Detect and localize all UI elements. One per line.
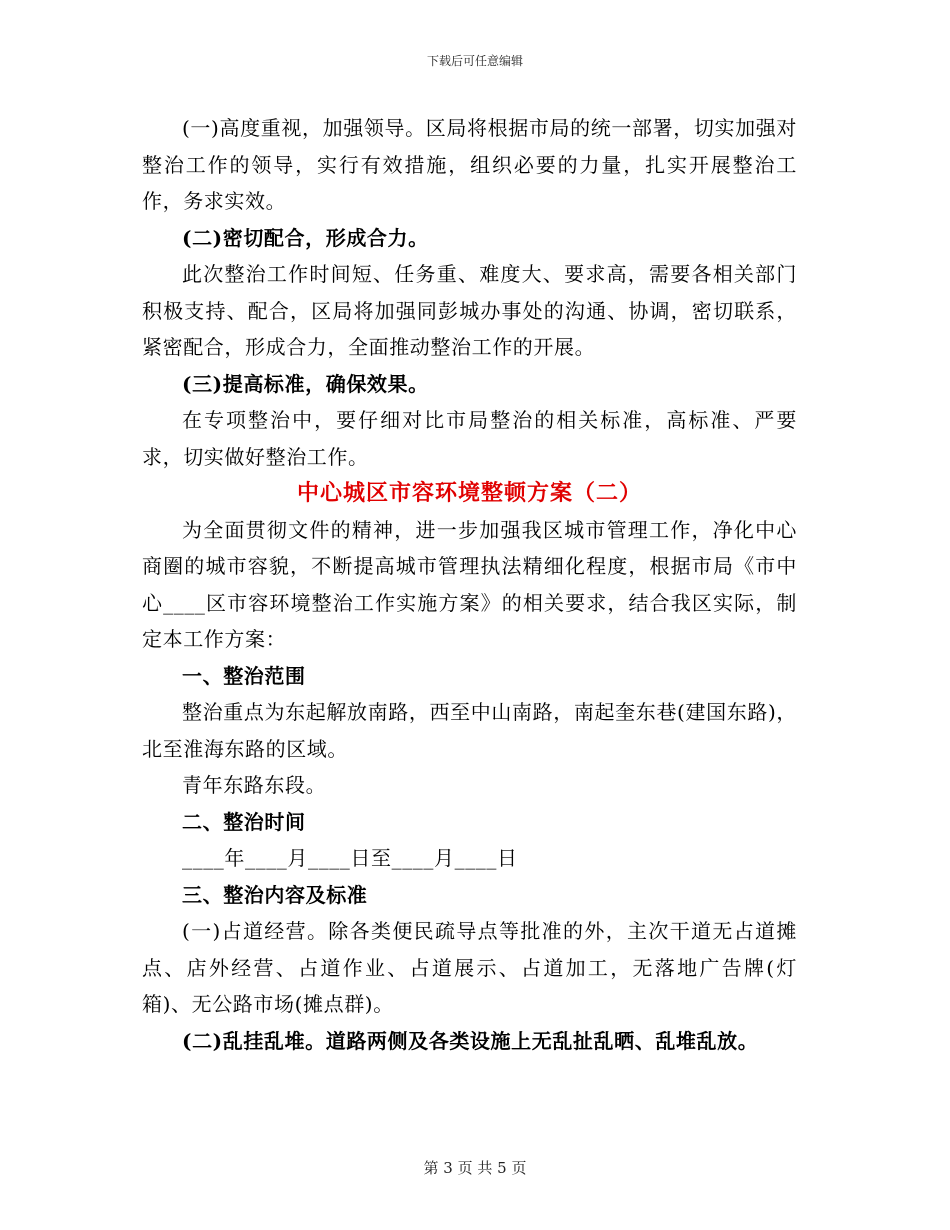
paragraph-1: (一)高度重视，加强领导。区局将根据市局的统一部署，切实加强对整治工作的领导，实行有效措施，组织必要的力量，扎实开展整治工作，务求实效。 xyxy=(142,116,797,213)
time-paragraph: ____年____月____日至____月____日 xyxy=(182,846,518,870)
content-paragraph-1: (一)占道经营。除各类便民疏导点等批准的外，主次干道无占道摊点、店外经营、占道作业、占道展示、占道加工，无落地广告牌(灯箱)、无公路市场(摊点群)。 xyxy=(142,919,797,1016)
scope-paragraph-1: 整治重点为东起解放南路，西至中山南路，南起奎东巷(建国东路)，北至淮海东路的区域。 xyxy=(142,700,797,761)
heading-content: 三、整治内容及标准 xyxy=(182,882,368,907)
heading-time: 二、整治时间 xyxy=(182,809,306,834)
document-body xyxy=(142,110,797,1059)
paragraph-3: 在专项整治中，要仔细对比市局整治的相关标准，高标准、严要求，切实做好整治工作。 xyxy=(142,408,797,469)
page-footer: 第 3 页 共 5 页 xyxy=(423,1159,527,1177)
section-heading-2: (二)密切配合，形成合力。 xyxy=(182,225,429,250)
heading-scope: 一、整治范围 xyxy=(182,663,306,688)
paragraph-2: 此次整治工作时间短、任务重、难度大、要求高，需要各相关部门积极支持、配合，区局将加强同彭城办事处的沟通、协调，密切联系，紧密配合，形成合力，全面推动整治工作的开展。 xyxy=(142,262,797,359)
intro-paragraph: 为全面贯彻文件的精神，进一步加强我区城市管理工作，净化中心商圈的城市容貌，不断提高城市管理执法精细化程度，根据市局《市中心____区市容环境整治工作实施方案》的相关要求，结合我区实际，制定本工作方案： xyxy=(142,517,797,651)
content-paragraph-2: (二)乱挂乱堆。道路两侧及各类设施上无乱扯乱晒、乱堆乱放。 xyxy=(182,1028,759,1053)
section-heading-3: (三)提高标准，确保效果。 xyxy=(182,371,429,396)
document-title: 中心城区市容环境整顿方案（二） xyxy=(296,480,642,506)
scope-paragraph-2: 青年东路东段。 xyxy=(182,773,327,797)
page-header-note: 下载后可任意编辑 xyxy=(426,54,523,68)
